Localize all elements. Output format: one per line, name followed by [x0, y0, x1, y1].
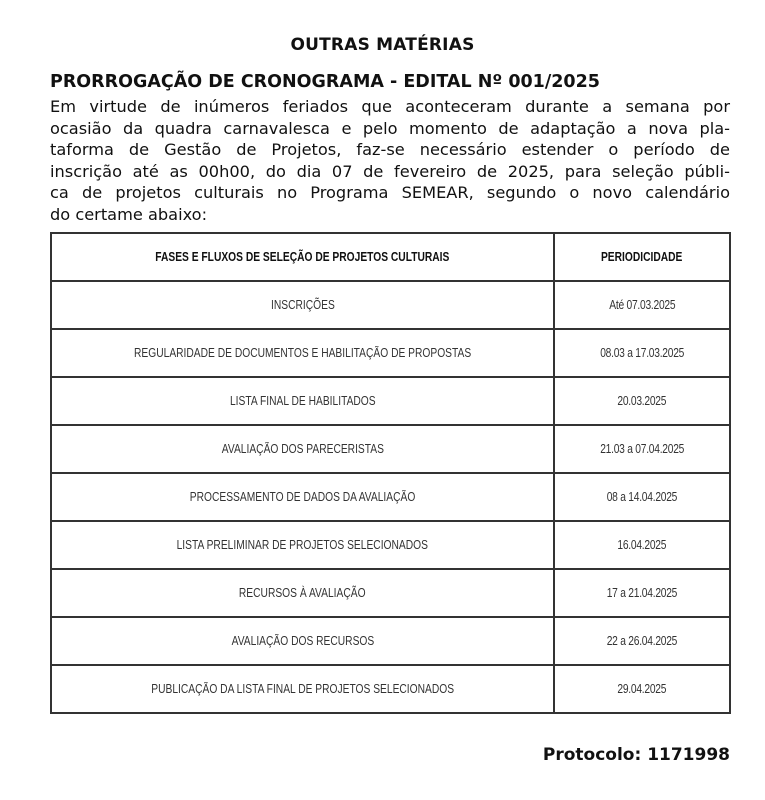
document-title: PRORROGAÇÃO DE CRONOGRAMA - EDITAL Nº 001/2025	[50, 72, 600, 92]
table-row	[51, 617, 730, 665]
period-cell: 21.03 a 07.04.2025	[554, 425, 730, 473]
period-cell: 08.03 a 17.03.2025	[554, 329, 730, 377]
table-row	[51, 569, 730, 617]
table-row	[51, 425, 730, 473]
body-line: inscrição até as 00h00, do dia 07 de fevereiro de 2025, para seleção públi-	[50, 161, 730, 181]
body-line: Em virtude de inúmeros feriados que aconteceram durante a semana por	[50, 97, 730, 116]
table-row	[51, 329, 730, 377]
phase-cell: AVALIAÇÃO DOS PARECERISTAS	[51, 425, 554, 473]
table-row	[51, 281, 730, 329]
header-period: PERIODICIDADE	[554, 233, 730, 281]
period-cell: 08 a 14.04.2025	[554, 473, 730, 521]
section-title: OUTRAS MATÉRIAS	[290, 35, 475, 55]
body-line: taforma de Gestão de Projetos, faz-se necessário estender o período de	[50, 140, 730, 159]
table-row	[51, 473, 730, 521]
body-paragraph	[50, 96, 730, 225]
period-cell: 22 a 26.04.2025	[554, 617, 730, 665]
phase-cell: PUBLICAÇÃO DA LISTA FINAL DE PROJETOS SELECIONADOS	[51, 665, 554, 713]
body-line: ocasião da quadra carnavalesca e pelo momento de adaptação a nova pla-	[50, 118, 730, 138]
body-line: do certame abaixo:	[50, 204, 208, 224]
header-phases: FASES E FLUXOS DE SELEÇÃO DE PROJETOS CULTURAIS	[51, 233, 554, 281]
table-row	[51, 665, 730, 713]
phase-cell: PROCESSAMENTO DE DADOS DA AVALIAÇÃO	[51, 473, 554, 521]
period-cell: Até 07.03.2025	[554, 281, 730, 329]
phase-cell: RECURSOS À AVALIAÇÃO	[51, 569, 554, 617]
phase-cell: LISTA PRELIMINAR DE PROJETOS SELECIONADOS	[51, 521, 554, 569]
period-cell: 29.04.2025	[554, 665, 730, 713]
phase-cell: INSCRIÇÕES	[51, 281, 554, 329]
table-header-row	[51, 233, 730, 281]
table-row	[51, 521, 730, 569]
period-cell: 20.03.2025	[554, 377, 730, 425]
protocol-number: Protocolo: 1171998	[542, 745, 730, 765]
phase-cell: AVALIAÇÃO DOS RECURSOS	[51, 617, 554, 665]
table-row	[51, 377, 730, 425]
phase-cell: LISTA FINAL DE HABILITADOS	[51, 377, 554, 425]
period-cell: 16.04.2025	[554, 521, 730, 569]
period-cell: 17 a 21.04.2025	[554, 569, 730, 617]
schedule-table	[50, 232, 731, 714]
phase-cell: REGULARIDADE DE DOCUMENTOS E HABILITAÇÃO DE PROPOSTAS	[51, 329, 554, 377]
body-line: ca de projetos culturais no Programa SEMEAR, segundo o novo calendário	[50, 183, 730, 202]
